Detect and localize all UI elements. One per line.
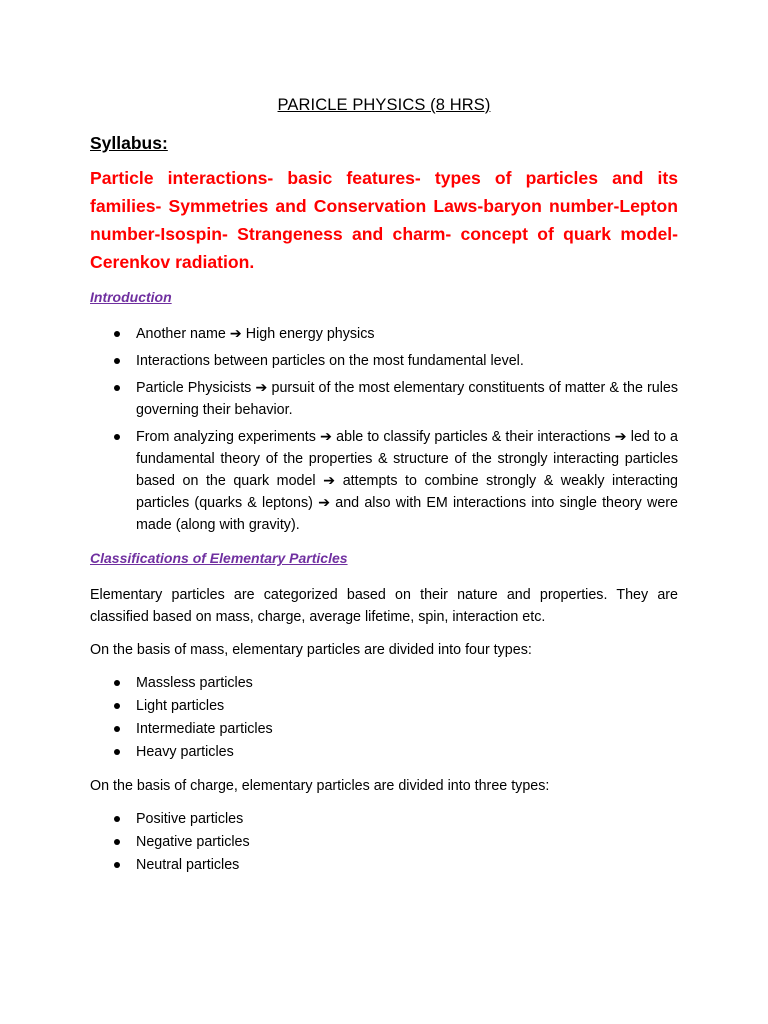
list-item (90, 426, 678, 536)
bullet-text: From analyzing experiments (136, 429, 316, 445)
arrow-right-icon: ➔ (318, 495, 331, 511)
list-item (90, 672, 678, 694)
bullet-icon (114, 331, 120, 337)
classification-heading: Classifications of Elementary Particles (90, 550, 348, 566)
syllabus-label: Syllabus: (90, 133, 168, 153)
list-item (90, 831, 678, 853)
list-item (90, 808, 678, 830)
bullet-text: Interactions between particles on the most fundamental level. (136, 353, 524, 369)
bullet-icon (114, 839, 120, 845)
arrow-right-icon: ➔ (323, 473, 336, 489)
list-item (90, 741, 678, 763)
bullet-text: Neutral particles (136, 857, 240, 873)
mass-types-list (90, 672, 678, 763)
introduction-heading: Introduction (90, 289, 172, 305)
list-item (90, 377, 678, 421)
bullet-text: Another name (136, 326, 226, 342)
bullet-text: able to classify particles & their interactions (336, 429, 611, 445)
introduction-list (90, 323, 678, 536)
bullet-text: High energy physics (245, 326, 375, 342)
bullet-text: Light particles (136, 698, 225, 714)
classification-intro: Elementary particles are categorized based on their nature and properties. They are classified based on mass, charge, average lifetime, spin, interaction etc. (90, 587, 678, 625)
charge-types-list (90, 808, 678, 876)
list-item (90, 350, 678, 372)
syllabus-text: Particle interactions- basic features- types of particles and its families- Symmetries and Conservation Laws-baryon number-Lepton number-Isospin- Strangeness and charm- concept of quark model-Cerenkov radiation. (90, 168, 678, 272)
bullet-text: Heavy particles (136, 744, 234, 760)
bullet-text: and also with EM interactions into single theory were made (along with gravity). (136, 495, 678, 533)
list-item (90, 854, 678, 876)
bullet-icon (114, 385, 120, 391)
bullet-icon (114, 358, 120, 364)
bullet-icon (114, 862, 120, 868)
bullet-text: Particle Physicists (136, 380, 252, 396)
list-item (90, 695, 678, 717)
bullet-text: Positive particles (136, 811, 244, 827)
arrow-right-icon: ➔ (255, 380, 268, 396)
bullet-text: led to a fundamental theory of the properties & structure of the strongly interacting particles based on the quark model (136, 429, 678, 489)
page-content (90, 94, 678, 888)
list-item (90, 323, 678, 345)
charge-intro: On the basis of charge, elementary particles are divided into three types: (90, 778, 550, 794)
list-item (90, 718, 678, 740)
arrow-right-icon: ➔ (320, 429, 333, 445)
bullet-icon (114, 726, 120, 732)
bullet-text: Intermediate particles (136, 721, 273, 737)
bullet-text: attempts to combine strongly & weakly interacting particles (quarks & leptons) (136, 473, 678, 511)
bullet-text: Negative particles (136, 834, 250, 850)
bullet-text: pursuit of the most elementary constituents of matter & the rules governing their behavior. (136, 380, 678, 418)
bullet-icon (114, 703, 120, 709)
bullet-icon (114, 749, 120, 755)
bullet-icon (114, 434, 120, 440)
mass-intro: On the basis of mass, elementary particles are divided into four types: (90, 642, 532, 658)
arrow-right-icon: ➔ (614, 429, 627, 445)
bullet-text: Massless particles (136, 675, 253, 691)
arrow-right-icon: ➔ (229, 326, 242, 342)
bullet-icon (114, 816, 120, 822)
bullet-icon (114, 680, 120, 686)
page-title: PARICLE PHYSICS (8 HRS) (277, 96, 491, 114)
